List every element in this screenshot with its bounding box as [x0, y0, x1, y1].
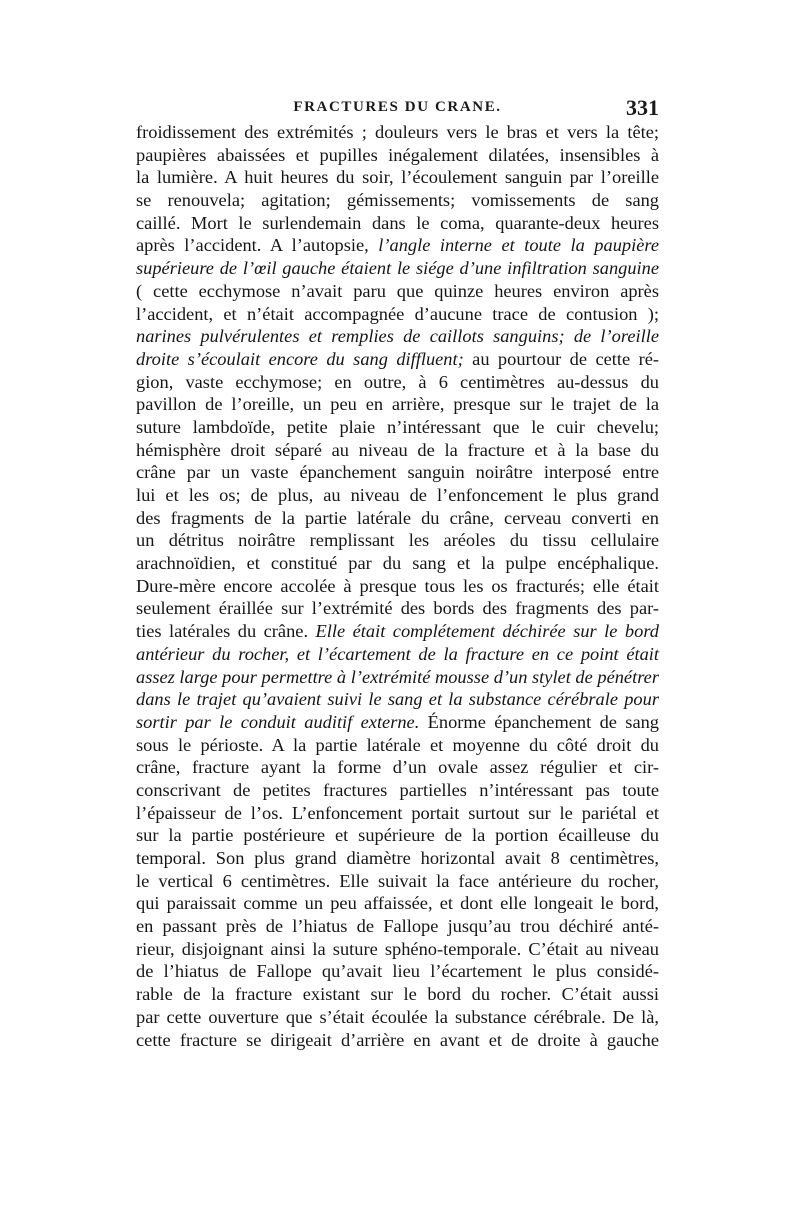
italic-run: Elle était complétement déchirée sur le bord [315, 621, 659, 642]
italic-run: droite s’écoulait encore du sang diffluent; [136, 348, 464, 369]
italic-run: assez large pour permettre à l’extrémité mousse d’un stylet de pénétrer [136, 666, 659, 687]
page-number: 331 [626, 95, 659, 120]
text-line [136, 870, 659, 893]
text-line [136, 303, 659, 326]
text-run: au pourtour de cette ré- [463, 348, 659, 369]
text-run: seulement éraillée sur l’extrémité des bords des fragments des par- [136, 598, 659, 619]
text-line [136, 915, 659, 938]
text-line [136, 779, 659, 802]
italic-run: l’angle interne et toute la paupière [378, 235, 659, 256]
text-line [136, 960, 659, 983]
running-head [136, 97, 659, 123]
text-line [136, 643, 659, 666]
text-run: arachnoïdien, et constitué par du sang et la pulpe encéphalique. [136, 553, 659, 574]
running-title: FRACTURES DU CRANE. [293, 99, 502, 115]
text-run: caillé. Mort le surlendemain dans le coma, quarante-deux heures [136, 212, 659, 233]
body-text [136, 121, 659, 1051]
text-run: rieur, disjoignant ainsi la suture sphéno-temporale. C’était au niveau [136, 938, 659, 959]
text-run: cette fracture se dirigeait d’arrière en avant et de droite à gauche [136, 1029, 659, 1050]
text-line [136, 620, 659, 643]
text-run: sur la partie postérieure et supérieure de la portion écailleuse du [136, 825, 659, 846]
italic-run: antérieur du rocher, et l’écartement de la fracture en ce point était [136, 643, 659, 664]
text-run: par cette ouverture que s’était écoulée la substance cérébrale. De là, [136, 1006, 659, 1027]
text-line [136, 416, 659, 439]
text-line [136, 802, 659, 825]
italic-run: dans le trajet qu’avaient suivi le sang et la substance cérébrale pour [136, 689, 659, 710]
text-line [136, 1029, 659, 1052]
text-line [136, 144, 659, 167]
italic-run: sortir par le conduit auditif externe. [136, 711, 420, 732]
text-line [136, 597, 659, 620]
text-run: crâne, fracture ayant la forme d’un ovale assez régulier et cir- [136, 757, 659, 778]
text-line [136, 325, 659, 348]
text-line [136, 983, 659, 1006]
text-line [136, 688, 659, 711]
text-line [136, 666, 659, 689]
text-run: suture lambdoïde, petite plaie n’intéressant que le cuir chevelu; [136, 416, 659, 437]
text-line [136, 1006, 659, 1029]
text-run: en passant près de l’hiatus de Fallope jusqu’au trou déchiré anté- [136, 916, 659, 937]
text-line [136, 575, 659, 598]
text-run: ties latérales du crâne. [136, 621, 316, 642]
text-run: sous le périoste. A la partie latérale et moyenne du côté droit du [136, 734, 659, 755]
text-run: après l’accident. A l’autopsie, [136, 235, 379, 256]
text-run: rable de la fracture existant sur le bord du rocher. C’était aussi [136, 984, 659, 1005]
text-line [136, 371, 659, 394]
text-line [136, 529, 659, 552]
text-run: crâne par un vaste épanchement sanguin noirâtre interposé entre [136, 462, 659, 483]
text-run: Dure-mère encore accolée à presque tous les os fracturés; elle était [136, 575, 659, 596]
text-line [136, 847, 659, 870]
italic-run: narines pulvérulentes et remplies de caillots sanguins; de l’oreille [136, 326, 659, 347]
text-run: de l’hiatus de Fallope qu’avait lieu l’écartement le plus considé- [136, 961, 659, 982]
text-run: froidissement des extrémités ; douleurs vers le bras et vers la tête; [136, 122, 659, 142]
text-run: un détritus noirâtre remplissant les aréoles du tissu cellulaire [136, 530, 659, 551]
text-line [136, 756, 659, 779]
text-run: la lumière. A huit heures du soir, l’écoulement sanguin par l’oreille [136, 167, 659, 188]
text-line [136, 166, 659, 189]
text-line [136, 439, 659, 462]
text-line [136, 938, 659, 961]
text-line [136, 507, 659, 530]
text-line [136, 734, 659, 757]
text-run: qui paraissait comme un peu affaissée, et dont elle longeait le bord, [136, 893, 659, 914]
text-run: gion, vaste ecchymose; en outre, à 6 centimètres au-dessus du [136, 371, 659, 392]
text-run: se renouvela; agitation; gémissements; vomissements de sang [136, 190, 659, 211]
text-line [136, 280, 659, 303]
text-line [136, 234, 659, 257]
text-run: des fragments de la partie latérale du crâne, cerveau converti en [136, 507, 659, 528]
text-line [136, 348, 659, 371]
text-line [136, 257, 659, 280]
text-run: pavillon de l’oreille, un peu en arrière, presque sur le trajet de la [136, 394, 659, 415]
text-line [136, 824, 659, 847]
text-run: paupières abaissées et pupilles inégalement dilatées, insensibles à [136, 144, 659, 165]
text-run: l’épaisseur de l’os. L’enfoncement portait surtout sur le pariétal et [136, 802, 659, 823]
text-line [136, 189, 659, 212]
text-line [136, 892, 659, 915]
text-run: le vertical 6 centimètres. Elle suivait la face antérieure du rocher, [136, 870, 659, 891]
text-run: hémisphère droit séparé au niveau de la fracture et à la base du [136, 439, 659, 460]
text-run: lui et les os; de plus, au niveau de l’enfoncement le plus grand [136, 485, 659, 505]
text-run: temporal. Son plus grand diamètre horizontal avait 8 centimètres, [136, 848, 659, 868]
italic-run: supérieure de l’œil gauche étaient le siége d’une infiltration sanguine [136, 258, 659, 279]
text-line [136, 552, 659, 575]
text-run: Énorme épanchement de sang [419, 711, 659, 732]
text-line [136, 393, 659, 416]
text-run: l’accident, et n’était accompagnée d’aucune trace de contusion ); [136, 303, 659, 324]
text-line [136, 711, 659, 734]
text-run: ( cette ecchymose n’avait paru que quinze heures environ après [136, 280, 659, 301]
text-line [136, 461, 659, 484]
text-line [136, 484, 659, 507]
text-line [136, 212, 659, 235]
text-line [136, 121, 659, 144]
text-run: conscrivant de petites fractures partielles n’intéressant pas toute [136, 779, 659, 800]
